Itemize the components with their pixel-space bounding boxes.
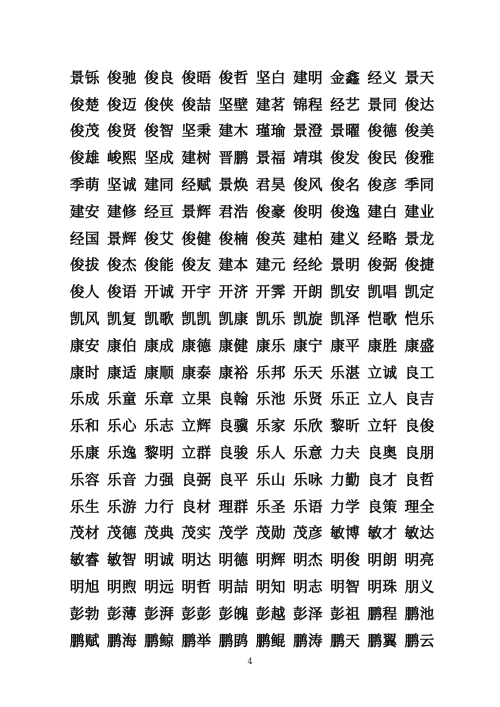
name-cell: 乐正	[330, 392, 361, 409]
name-cell: 俊达	[404, 97, 435, 114]
name-cell: 力勤	[330, 472, 361, 489]
name-cell: 经艺	[330, 97, 361, 114]
name-cell: 鹏天	[330, 633, 361, 650]
name-cell: 俊捷	[404, 258, 435, 275]
name-cell: 乐游	[107, 499, 138, 516]
name-cell: 彭勃	[69, 606, 100, 623]
name-cell: 俊楚	[69, 97, 100, 114]
name-cell: 乐心	[107, 419, 138, 436]
name-row	[67, 278, 439, 305]
name-cell: 建修	[107, 204, 138, 221]
name-cell: 鹏举	[181, 633, 212, 650]
name-cell: 立果	[181, 392, 212, 409]
name-cell: 鹏翼	[367, 633, 398, 650]
name-cell: 凯泽	[330, 312, 361, 329]
name-cell: 敏博	[330, 526, 361, 543]
name-cell: 凯风	[69, 312, 100, 329]
name-cell: 景福	[255, 151, 286, 168]
name-cell: 康时	[69, 365, 100, 382]
name-cell: 乐邦	[255, 365, 286, 382]
name-cell: 康乐	[255, 338, 286, 355]
name-cell: 明智	[330, 580, 361, 597]
name-cell: 景明	[330, 258, 361, 275]
name-cell: 开朗	[293, 285, 324, 302]
name-cell: 乐成	[69, 392, 100, 409]
name-row	[67, 493, 439, 520]
name-cell: 凯乐	[255, 312, 286, 329]
name-cell: 凯唱	[367, 285, 398, 302]
name-cell: 彭薄	[107, 606, 138, 623]
name-cell: 康健	[218, 338, 249, 355]
name-cell: 坚秉	[181, 124, 212, 141]
name-cell: 乐意	[293, 446, 324, 463]
name-cell: 俊智	[144, 124, 175, 141]
name-cell: 俊明	[293, 204, 324, 221]
name-cell: 经赋	[181, 178, 212, 195]
name-cell: 康宁	[293, 338, 324, 355]
name-cell: 俊艾	[144, 231, 175, 248]
name-cell: 立群	[181, 446, 212, 463]
name-cell: 俊逸	[330, 204, 361, 221]
name-cell: 彭泽	[293, 606, 324, 623]
name-cell: 立人	[367, 392, 398, 409]
name-row	[67, 332, 439, 359]
name-cell: 俊拔	[69, 258, 100, 275]
name-cell: 乐咏	[293, 472, 324, 489]
name-cell: 峻熙	[107, 151, 138, 168]
name-cell: 良骏	[218, 446, 249, 463]
name-cell: 建明	[293, 70, 324, 87]
name-cell: 茂彦	[293, 526, 324, 543]
name-row	[67, 573, 439, 600]
name-cell: 乐逸	[107, 446, 138, 463]
name-row	[67, 305, 439, 332]
name-cell: 俊弼	[367, 258, 398, 275]
name-row	[67, 359, 439, 386]
name-row	[67, 386, 439, 413]
name-cell: 明煦	[107, 580, 138, 597]
name-cell: 锦程	[293, 97, 324, 114]
name-cell: 明达	[181, 553, 212, 570]
name-cell: 良策	[367, 499, 398, 516]
name-cell: 鹏海	[107, 633, 138, 650]
name-cell: 俊哲	[218, 70, 249, 87]
name-cell: 俊杰	[107, 258, 138, 275]
name-cell: 瑾瑜	[255, 124, 286, 141]
name-cell: 康胜	[367, 338, 398, 355]
name-cell: 凯定	[404, 285, 435, 302]
name-cell: 明亮	[404, 553, 435, 570]
name-grid	[67, 64, 439, 654]
name-row	[67, 600, 439, 627]
name-cell: 乐音	[107, 472, 138, 489]
name-cell: 良材	[181, 499, 212, 516]
name-cell: 坚白	[255, 70, 286, 87]
name-cell: 乐章	[144, 392, 175, 409]
name-cell: 景焕	[218, 178, 249, 195]
name-cell: 俊雄	[69, 151, 100, 168]
name-cell: 凯安	[330, 285, 361, 302]
name-cell: 俊良	[144, 70, 175, 87]
name-cell: 景天	[404, 70, 435, 87]
name-cell: 鹏池	[404, 606, 435, 623]
name-cell: 开济	[218, 285, 249, 302]
name-cell: 坚诚	[107, 178, 138, 195]
name-cell: 建柏	[293, 231, 324, 248]
name-row	[67, 118, 439, 145]
name-cell: 君浩	[218, 204, 249, 221]
name-cell: 开宇	[181, 285, 212, 302]
name-cell: 乐圣	[255, 499, 286, 516]
name-cell: 茂实	[181, 526, 212, 543]
name-row	[67, 546, 439, 573]
name-row	[67, 627, 439, 654]
name-cell: 理群	[218, 499, 249, 516]
name-row	[67, 412, 439, 439]
name-cell: 俊喆	[181, 97, 212, 114]
name-cell: 景龙	[404, 231, 435, 248]
name-cell: 乐生	[69, 499, 100, 516]
name-cell: 良骥	[218, 419, 249, 436]
name-cell: 俊人	[69, 285, 100, 302]
name-cell: 明杰	[293, 553, 324, 570]
name-cell: 俊茂	[69, 124, 100, 141]
name-cell: 敏达	[404, 526, 435, 543]
name-cell: 茂学	[218, 526, 249, 543]
name-cell: 立诚	[367, 365, 398, 382]
name-cell: 康德	[181, 338, 212, 355]
name-cell: 力夫	[330, 446, 361, 463]
name-cell: 景曜	[330, 124, 361, 141]
name-cell: 乐语	[293, 499, 324, 516]
name-cell: 乐志	[144, 419, 175, 436]
name-cell: 建业	[404, 204, 435, 221]
name-cell: 彭祖	[330, 606, 361, 623]
name-cell: 俊驰	[107, 70, 138, 87]
name-cell: 明俊	[330, 553, 361, 570]
name-cell: 开诚	[144, 285, 175, 302]
name-cell: 凯歌	[144, 312, 175, 329]
name-row	[67, 171, 439, 198]
name-cell: 凯康	[218, 312, 249, 329]
name-cell: 鹏涛	[293, 633, 324, 650]
name-cell: 晋鹏	[218, 151, 249, 168]
name-cell: 季同	[404, 178, 435, 195]
name-cell: 康成	[144, 338, 175, 355]
name-cell: 鹏赋	[69, 633, 100, 650]
name-cell: 乐童	[107, 392, 138, 409]
name-cell: 康顺	[144, 365, 175, 382]
name-cell: 凯复	[107, 312, 138, 329]
name-cell: 君昊	[255, 178, 286, 195]
name-cell: 力学	[330, 499, 361, 516]
name-cell: 俊雅	[404, 151, 435, 168]
name-cell: 乐湛	[330, 365, 361, 382]
name-cell: 敏睿	[69, 553, 100, 570]
name-cell: 俊健	[181, 231, 212, 248]
name-cell: 明德	[218, 553, 249, 570]
name-cell: 俊迈	[107, 97, 138, 114]
name-cell: 明诚	[144, 553, 175, 570]
name-cell: 景辉	[181, 204, 212, 221]
name-cell: 靖琪	[293, 151, 324, 168]
name-cell: 鹏鲲	[255, 633, 286, 650]
name-cell: 良俊	[404, 419, 435, 436]
page-number: 4	[247, 657, 253, 666]
name-row	[67, 520, 439, 547]
name-cell: 良翰	[218, 392, 249, 409]
name-cell: 俊友	[181, 258, 212, 275]
name-cell: 建木	[218, 124, 249, 141]
name-cell: 建同	[144, 178, 175, 195]
name-cell: 明远	[144, 580, 175, 597]
name-cell: 开霁	[255, 285, 286, 302]
name-cell: 黎明	[144, 446, 175, 463]
name-cell: 鹏云	[404, 633, 435, 650]
name-cell: 俊德	[367, 124, 398, 141]
name-cell: 康泰	[181, 365, 212, 382]
name-cell: 鹏程	[367, 606, 398, 623]
name-cell: 康伯	[107, 338, 138, 355]
name-row	[67, 252, 439, 279]
name-cell: 建本	[218, 258, 249, 275]
name-cell: 乐康	[69, 446, 100, 463]
name-cell: 俊风	[293, 178, 324, 195]
name-cell: 立辉	[181, 419, 212, 436]
name-cell: 景澄	[293, 124, 324, 141]
name-cell: 力强	[144, 472, 175, 489]
name-cell: 乐贤	[293, 392, 324, 409]
name-cell: 茂典	[144, 526, 175, 543]
name-cell: 明哲	[181, 580, 212, 597]
name-cell: 茂勋	[255, 526, 286, 543]
name-cell: 俊贤	[107, 124, 138, 141]
name-cell: 彭彭	[181, 606, 212, 623]
name-cell: 鹏鹍	[218, 633, 249, 650]
name-row	[67, 64, 439, 91]
name-cell: 鹏鲸	[144, 633, 175, 650]
name-cell: 茂材	[69, 526, 100, 543]
name-cell: 彭魄	[218, 606, 249, 623]
name-cell: 明喆	[218, 580, 249, 597]
name-cell: 乐容	[69, 472, 100, 489]
name-cell: 乐池	[255, 392, 286, 409]
name-row	[67, 439, 439, 466]
name-cell: 俊发	[330, 151, 361, 168]
name-cell: 良奥	[367, 446, 398, 463]
name-cell: 良弼	[181, 472, 212, 489]
name-cell: 良吉	[404, 392, 435, 409]
name-cell: 彭湃	[144, 606, 175, 623]
name-cell: 金鑫	[330, 70, 361, 87]
name-row	[67, 198, 439, 225]
name-cell: 坚成	[144, 151, 175, 168]
name-cell: 黎昕	[330, 419, 361, 436]
name-cell: 明知	[255, 580, 286, 597]
name-cell: 康盛	[404, 338, 435, 355]
name-cell: 俊美	[404, 124, 435, 141]
name-cell: 建白	[367, 204, 398, 221]
name-cell: 康平	[330, 338, 361, 355]
name-cell: 景辉	[107, 231, 138, 248]
name-row	[67, 466, 439, 493]
name-cell: 敏才	[367, 526, 398, 543]
name-cell: 良哲	[404, 472, 435, 489]
name-cell: 乐欣	[293, 419, 324, 436]
name-cell: 季萌	[69, 178, 100, 195]
name-cell: 经国	[69, 231, 100, 248]
name-cell: 良才	[367, 472, 398, 489]
name-cell: 茂德	[107, 526, 138, 543]
name-cell: 乐山	[255, 472, 286, 489]
name-cell: 俊彦	[367, 178, 398, 195]
name-cell: 康安	[69, 338, 100, 355]
name-cell: 经纶	[293, 258, 324, 275]
name-cell: 敏智	[107, 553, 138, 570]
name-cell: 建元	[255, 258, 286, 275]
name-cell: 俊能	[144, 258, 175, 275]
name-cell: 恺歌	[367, 312, 398, 329]
name-cell: 坚壁	[218, 97, 249, 114]
name-row	[67, 225, 439, 252]
name-cell: 乐人	[255, 446, 286, 463]
name-cell: 经亘	[144, 204, 175, 221]
name-cell: 恺乐	[404, 312, 435, 329]
name-cell: 力行	[144, 499, 175, 516]
name-cell: 凯凯	[181, 312, 212, 329]
name-cell: 景铄	[69, 70, 100, 87]
name-cell: 明辉	[255, 553, 286, 570]
name-cell: 良朋	[404, 446, 435, 463]
name-cell: 良工	[404, 365, 435, 382]
name-cell: 朋义	[404, 580, 435, 597]
name-cell: 经义	[367, 70, 398, 87]
name-cell: 俊名	[330, 178, 361, 195]
name-cell: 明珠	[367, 580, 398, 597]
name-cell: 建茗	[255, 97, 286, 114]
name-cell: 乐和	[69, 419, 100, 436]
name-cell: 康裕	[218, 365, 249, 382]
name-cell: 俊语	[107, 285, 138, 302]
name-cell: 明志	[293, 580, 324, 597]
name-cell: 俊侠	[144, 97, 175, 114]
name-cell: 经略	[367, 231, 398, 248]
name-cell: 建安	[69, 204, 100, 221]
name-cell: 乐天	[293, 365, 324, 382]
name-row	[67, 91, 439, 118]
name-cell: 建树	[181, 151, 212, 168]
name-cell: 俊晤	[181, 70, 212, 87]
name-cell: 景同	[367, 97, 398, 114]
name-cell: 俊民	[367, 151, 398, 168]
name-cell: 俊英	[255, 231, 286, 248]
name-cell: 俊豪	[255, 204, 286, 221]
name-cell: 乐家	[255, 419, 286, 436]
name-cell: 理全	[404, 499, 435, 516]
name-cell: 建义	[330, 231, 361, 248]
name-cell: 康适	[107, 365, 138, 382]
name-cell: 俊楠	[218, 231, 249, 248]
name-cell: 明旭	[69, 580, 100, 597]
name-cell: 彭越	[255, 606, 286, 623]
name-cell: 立轩	[367, 419, 398, 436]
name-cell: 良平	[218, 472, 249, 489]
name-row	[67, 144, 439, 171]
name-cell: 凯旋	[293, 312, 324, 329]
name-cell: 明朗	[367, 553, 398, 570]
